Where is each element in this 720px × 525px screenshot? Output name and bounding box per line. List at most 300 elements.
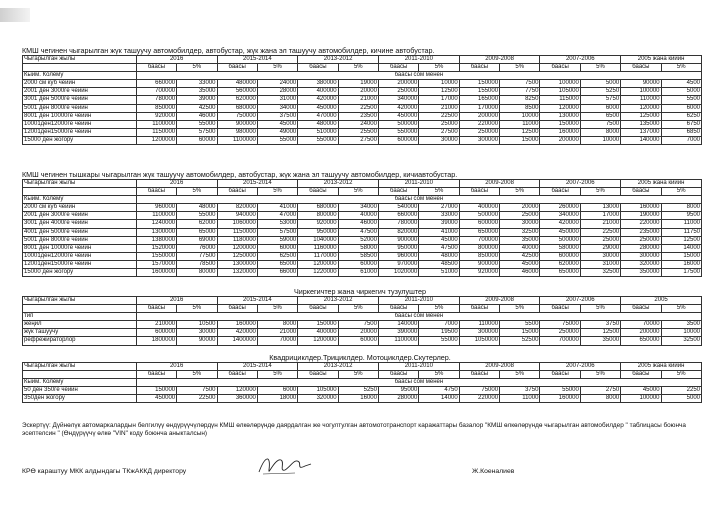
scan-smudge: [0, 8, 30, 22]
value-cell: 6850: [661, 128, 701, 136]
value-cell: 10500: [177, 321, 217, 329]
value-cell: 7500: [580, 120, 620, 128]
value-cell: 5500: [661, 96, 701, 104]
empty-cell: [23, 188, 137, 196]
empty-cell: [23, 371, 137, 379]
value-cell: 160000: [540, 128, 580, 136]
value-cell: 1320000: [217, 269, 257, 277]
value-cell: 1150000: [136, 128, 176, 136]
value-cell: 13000: [580, 204, 620, 212]
value-cell: 37500: [257, 112, 297, 120]
table-row: [23, 88, 702, 96]
value-cell: 30000: [419, 136, 459, 144]
value-cell: 780000: [136, 96, 176, 104]
year-cell: 2007-2006: [540, 297, 621, 305]
value-cell: 55000: [177, 120, 217, 128]
price-header: баасы: [459, 188, 499, 196]
value-cell: 21000: [257, 329, 297, 337]
value-cell: 48500: [419, 260, 459, 268]
value-cell: 40000: [500, 244, 540, 252]
value-cell: 25000: [580, 236, 620, 244]
value-cell: 660000: [136, 80, 176, 88]
value-cell: 30000: [580, 252, 620, 260]
value-cell: 75000: [540, 321, 580, 329]
value-cell: 32500: [661, 337, 701, 345]
value-cell: 58000: [338, 244, 378, 252]
price-header: баасы: [298, 305, 338, 313]
year-cell: 2015-2014: [217, 297, 298, 305]
value-cell: 41000: [257, 204, 297, 212]
column-header-row: [23, 64, 702, 72]
value-cell: 780000: [378, 220, 418, 228]
value-cell: 5250: [580, 88, 620, 96]
value-cell: 3750: [580, 321, 620, 329]
value-cell: 45000: [621, 387, 661, 395]
value-cell: 10000: [580, 136, 620, 144]
value-cell: 900000: [459, 260, 499, 268]
value-cell: 1400000: [217, 337, 257, 345]
value-cell: 5000: [580, 80, 620, 88]
value-cell: 900000: [378, 236, 418, 244]
percent-header: 5%: [338, 188, 378, 196]
price-header: баасы: [540, 188, 580, 196]
value-cell: 12500: [419, 88, 459, 96]
value-cell: 1250000: [217, 252, 257, 260]
value-cell: 300000: [459, 329, 499, 337]
value-cell: 20000: [338, 329, 378, 337]
year-cell: 2016: [136, 363, 217, 371]
value-cell: 34000: [257, 104, 297, 112]
year-header-row: [23, 56, 702, 64]
type-label: Кыйм. Колему: [23, 72, 137, 80]
percent-header: 5%: [580, 64, 620, 72]
value-cell: 25000: [500, 212, 540, 220]
value-cell: 33000: [419, 212, 459, 220]
unit-row: [23, 196, 702, 204]
value-cell: 14000: [419, 395, 459, 403]
value-cell: 420000: [540, 220, 580, 228]
price-header: баасы: [298, 371, 338, 379]
value-cell: 11000: [661, 220, 701, 228]
value-cell: 140000: [621, 136, 661, 144]
value-cell: 150000: [298, 321, 338, 329]
value-cell: 1040000: [298, 236, 338, 244]
year-cell: 2016: [136, 180, 217, 188]
value-cell: 190000: [621, 212, 661, 220]
value-cell: 155000: [459, 88, 499, 96]
percent-header: 5%: [177, 305, 217, 313]
percent-header: 5%: [500, 305, 540, 313]
value-cell: 300000: [621, 252, 661, 260]
value-cell: 1100000: [136, 120, 176, 128]
value-cell: 24000: [257, 80, 297, 88]
year-label: Чыгарылган жылы: [23, 180, 137, 188]
value-cell: 8000: [661, 204, 701, 212]
currency-label: баасы сом менен: [136, 196, 701, 204]
price-header: баасы: [136, 188, 176, 196]
row-label: 15000 ден жогору: [23, 136, 137, 144]
value-cell: 12500: [661, 236, 701, 244]
value-cell: 200000: [459, 112, 499, 120]
price-header: баасы: [217, 188, 257, 196]
value-cell: 75000: [459, 387, 499, 395]
price-header: баасы: [378, 305, 418, 313]
value-cell: 920000: [136, 112, 176, 120]
row-label: жеңил: [23, 321, 137, 329]
value-cell: 510000: [298, 128, 338, 136]
value-cell: 8000: [580, 395, 620, 403]
price-header: баасы: [378, 371, 418, 379]
value-cell: 20000: [338, 88, 378, 96]
value-cell: 61000: [338, 269, 378, 277]
price-header: баасы: [136, 64, 176, 72]
value-cell: 28000: [257, 88, 297, 96]
value-cell: 100000: [621, 88, 661, 96]
column-header-row: [23, 371, 702, 379]
percent-header: 5%: [257, 305, 297, 313]
value-cell: 110000: [621, 96, 661, 104]
value-cell: 600000: [540, 252, 580, 260]
year-cell: 2016: [136, 297, 217, 305]
year-cell: 2015-2014: [217, 363, 298, 371]
table-row: [23, 204, 702, 212]
value-cell: 46000: [338, 220, 378, 228]
value-cell: 120000: [621, 104, 661, 112]
value-cell: 90000: [621, 80, 661, 88]
value-cell: 2250: [661, 387, 701, 395]
percent-header: 5%: [257, 371, 297, 379]
value-cell: 220000: [621, 220, 661, 228]
value-cell: 1020000: [378, 269, 418, 277]
value-cell: 750000: [217, 112, 257, 120]
table-row: [23, 321, 702, 329]
value-cell: 420000: [378, 104, 418, 112]
value-cell: 23500: [338, 112, 378, 120]
table-row: [23, 329, 702, 337]
value-cell: 450000: [540, 228, 580, 236]
table-row: [23, 236, 702, 244]
value-cell: 48000: [177, 204, 217, 212]
value-cell: 46000: [177, 112, 217, 120]
value-cell: 33000: [177, 80, 217, 88]
value-cell: 120000: [217, 387, 257, 395]
price-header: баасы: [378, 64, 418, 72]
value-cell: 31000: [580, 260, 620, 268]
year-cell: 2009-2008: [459, 180, 540, 188]
table-row: [23, 252, 702, 260]
price-header: баасы: [217, 64, 257, 72]
value-cell: 8000: [257, 321, 297, 329]
percent-header: 5%: [500, 64, 540, 72]
price-header: баасы: [136, 371, 176, 379]
value-cell: 22500: [177, 395, 217, 403]
row-label: 8001 ден 10000гe чейин: [23, 112, 137, 120]
value-cell: 90000: [177, 337, 217, 345]
value-cell: 70000: [257, 337, 297, 345]
value-cell: 25000: [419, 120, 459, 128]
value-cell: 420000: [217, 329, 257, 337]
value-cell: 140000: [378, 321, 418, 329]
price-header: баасы: [540, 305, 580, 313]
value-cell: 110000: [459, 321, 499, 329]
year-cell: 2011-2010: [378, 363, 459, 371]
value-cell: 660000: [378, 212, 418, 220]
value-cell: 7500: [338, 321, 378, 329]
footer-name: Ж.Коеналиев: [472, 468, 515, 475]
row-label: 10001ден12000гe чейин: [23, 252, 137, 260]
value-cell: 6000: [257, 387, 297, 395]
value-cell: 135000: [621, 120, 661, 128]
value-cell: 560000: [217, 88, 257, 96]
value-cell: 95000: [378, 387, 418, 395]
type-label: Кыйм. Колему: [23, 196, 137, 204]
value-cell: 16000: [661, 260, 701, 268]
value-cell: 4750: [419, 387, 459, 395]
table-row: [23, 128, 702, 136]
year-cell: 2016: [136, 56, 217, 64]
value-cell: 2750: [580, 387, 620, 395]
year-cell: 2005 жана кийин: [621, 180, 702, 188]
value-cell: 390000: [378, 329, 418, 337]
percent-header: 5%: [661, 371, 701, 379]
value-cell: 1600000: [136, 269, 176, 277]
value-cell: 550000: [378, 128, 418, 136]
value-cell: 52500: [500, 337, 540, 345]
table-row: [23, 220, 702, 228]
row-label: жүк ташуучу: [23, 329, 137, 337]
value-cell: 66000: [257, 269, 297, 277]
value-cell: 6000: [661, 104, 701, 112]
table-row: [23, 228, 702, 236]
value-cell: 970000: [378, 260, 418, 268]
year-cell: 2005 жана кийин: [621, 56, 702, 64]
value-cell: 200000: [378, 80, 418, 88]
value-cell: 500000: [459, 212, 499, 220]
value-cell: 29000: [580, 244, 620, 252]
value-cell: 540000: [378, 204, 418, 212]
value-cell: 70000: [621, 321, 661, 329]
value-cell: 1050000: [459, 337, 499, 345]
year-cell: 2013-2012: [298, 180, 379, 188]
value-cell: 17500: [661, 269, 701, 277]
row-label: 5001 ден 8000гe чейин: [23, 104, 137, 112]
value-cell: 800000: [459, 244, 499, 252]
value-cell: 76000: [177, 244, 217, 252]
value-cell: 470000: [298, 112, 338, 120]
value-cell: 21000: [580, 220, 620, 228]
value-cell: 1170000: [298, 252, 338, 260]
value-cell: 120000: [540, 104, 580, 112]
value-cell: 940000: [217, 212, 257, 220]
value-cell: 680000: [298, 204, 338, 212]
value-cell: 125000: [621, 112, 661, 120]
percent-header: 5%: [580, 188, 620, 196]
value-cell: 41000: [419, 228, 459, 236]
row-label: 350ден жогору: [23, 395, 137, 403]
value-cell: 5500: [500, 321, 540, 329]
value-cell: 6000: [580, 104, 620, 112]
row-label: 2000 см куб чейин: [23, 204, 137, 212]
value-cell: 700000: [540, 337, 580, 345]
value-cell: 170000: [459, 104, 499, 112]
value-cell: 700000: [459, 236, 499, 244]
price-header: баасы: [217, 371, 257, 379]
value-cell: 78500: [177, 260, 217, 268]
value-cell: 59000: [257, 236, 297, 244]
row-label: рефрежираторлор: [23, 337, 137, 345]
percent-header: 5%: [257, 188, 297, 196]
value-cell: 500000: [378, 120, 418, 128]
value-cell: 6250: [661, 112, 701, 120]
value-cell: 115000: [540, 96, 580, 104]
price-table: [22, 55, 702, 145]
value-cell: 7000: [661, 136, 701, 144]
value-cell: 105000: [540, 88, 580, 96]
year-cell: 2005: [621, 297, 702, 305]
value-cell: 580000: [540, 244, 580, 252]
value-cell: 8250: [500, 96, 540, 104]
value-cell: 350000: [621, 269, 661, 277]
year-cell: 2011-2010: [378, 297, 459, 305]
value-cell: 950000: [378, 244, 418, 252]
percent-header: 5%: [338, 305, 378, 313]
value-cell: 80000: [177, 269, 217, 277]
value-cell: 137000: [621, 128, 661, 136]
row-label: 4001 ден 5000гe чейин: [23, 228, 137, 236]
value-cell: 14000: [661, 244, 701, 252]
value-cell: 45000: [500, 260, 540, 268]
row-label: 5001 ден 8000гe чейин: [23, 236, 137, 244]
year-cell: 2009-2008: [459, 297, 540, 305]
percent-header: 5%: [580, 371, 620, 379]
value-cell: 960000: [136, 204, 176, 212]
value-cell: 52000: [338, 236, 378, 244]
value-cell: 1520000: [136, 244, 176, 252]
value-cell: 1180000: [217, 236, 257, 244]
price-header: баасы: [298, 64, 338, 72]
year-cell: 2011-2010: [378, 180, 459, 188]
year-header-row: [23, 363, 702, 371]
price-header: баасы: [459, 371, 499, 379]
table-row: [23, 395, 702, 403]
value-cell: 1300000: [217, 260, 257, 268]
value-cell: 35000: [177, 88, 217, 96]
value-cell: 9500: [661, 212, 701, 220]
value-cell: 650000: [621, 337, 661, 345]
price-header: баасы: [540, 64, 580, 72]
value-cell: 300000: [459, 136, 499, 144]
price-header: баасы: [621, 305, 661, 313]
table-row: [23, 112, 702, 120]
value-cell: 11750: [661, 228, 701, 236]
column-header-row: [23, 188, 702, 196]
value-cell: 24000: [338, 120, 378, 128]
value-cell: 650000: [540, 269, 580, 277]
value-cell: 6500: [580, 112, 620, 120]
value-cell: 25500: [338, 128, 378, 136]
value-cell: 220000: [459, 120, 499, 128]
percent-header: 5%: [177, 188, 217, 196]
value-cell: 220000: [459, 395, 499, 403]
year-label: Чыгарылган жылы: [23, 56, 137, 64]
value-cell: 820000: [217, 204, 257, 212]
year-cell: 2009-2008: [459, 56, 540, 64]
value-cell: 250000: [540, 329, 580, 337]
section-subtitle: Квадрициклдер.Трициклдер. Мотоциклдер.Скутерлер.: [269, 353, 451, 362]
value-cell: 700000: [136, 88, 176, 96]
row-label: 2001 ден 3000гe чейин: [23, 88, 137, 96]
table-row: [23, 337, 702, 345]
type-label: Кыйм. Колему: [23, 379, 137, 387]
value-cell: 380000: [298, 80, 338, 88]
value-cell: 260000: [540, 204, 580, 212]
value-cell: 31000: [257, 96, 297, 104]
value-cell: 51000: [419, 269, 459, 277]
value-cell: 850000: [136, 104, 176, 112]
percent-header: 5%: [177, 371, 217, 379]
value-cell: 8000: [580, 128, 620, 136]
value-cell: 250000: [459, 128, 499, 136]
year-cell: 2015-2014: [217, 180, 298, 188]
value-cell: 46000: [500, 269, 540, 277]
table-row: [23, 269, 702, 277]
value-cell: 35000: [500, 236, 540, 244]
value-cell: 5250: [338, 387, 378, 395]
value-cell: 400000: [459, 204, 499, 212]
value-cell: 55000: [540, 387, 580, 395]
percent-header: 5%: [580, 305, 620, 313]
value-cell: 60000: [338, 337, 378, 345]
value-cell: 1550000: [136, 252, 176, 260]
value-cell: 39000: [177, 96, 217, 104]
value-cell: 820000: [378, 228, 418, 236]
empty-cell: [23, 64, 137, 72]
value-cell: 21000: [338, 96, 378, 104]
value-cell: 39000: [419, 220, 459, 228]
value-cell: 160000: [540, 395, 580, 403]
column-header-row: [23, 305, 702, 313]
value-cell: 400000: [298, 88, 338, 96]
value-cell: 11000: [500, 395, 540, 403]
value-cell: 32500: [500, 228, 540, 236]
value-cell: 7000: [419, 321, 459, 329]
year-cell: 2005 жана кийин: [621, 363, 702, 371]
value-cell: 360000: [217, 395, 257, 403]
value-cell: 400000: [298, 329, 338, 337]
value-cell: 920000: [298, 220, 338, 228]
value-cell: 69000: [177, 236, 217, 244]
row-label: 10001ден12000гe чейин: [23, 120, 137, 128]
value-cell: 27500: [338, 136, 378, 144]
value-cell: 600000: [136, 329, 176, 337]
price-header: баасы: [378, 188, 418, 196]
value-cell: 600000: [459, 220, 499, 228]
value-cell: 1060000: [217, 220, 257, 228]
value-cell: 60000: [338, 260, 378, 268]
table-row: [23, 96, 702, 104]
value-cell: 1240000: [136, 220, 176, 228]
value-cell: 27000: [419, 204, 459, 212]
value-cell: 960000: [378, 252, 418, 260]
table-row: [23, 80, 702, 88]
value-cell: 165000: [459, 96, 499, 104]
value-cell: 500000: [540, 236, 580, 244]
value-cell: 250000: [621, 236, 661, 244]
value-cell: 58500: [338, 252, 378, 260]
value-cell: 22500: [580, 228, 620, 236]
value-cell: 320000: [621, 260, 661, 268]
value-cell: 650000: [459, 228, 499, 236]
